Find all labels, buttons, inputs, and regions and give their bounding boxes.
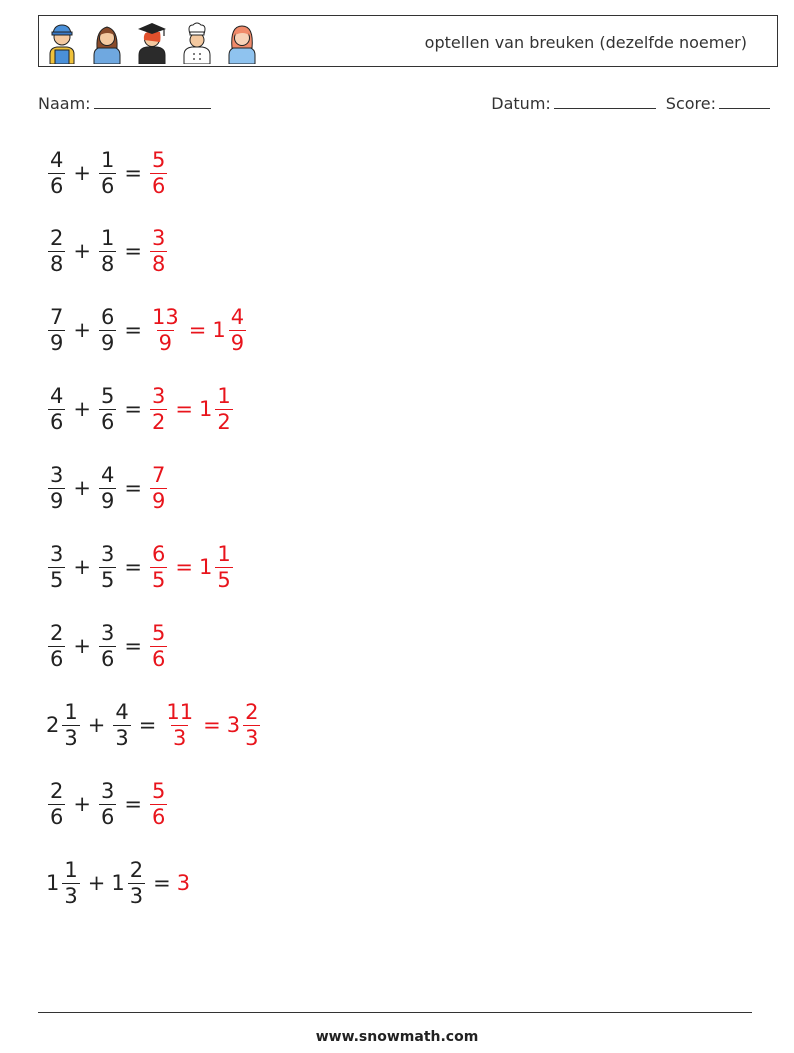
equals-sign: = bbox=[124, 239, 142, 263]
denominator: 9 bbox=[50, 330, 64, 355]
numerator: 2 bbox=[50, 620, 64, 645]
denominator: 6 bbox=[100, 646, 115, 671]
whole-part: 1 bbox=[46, 871, 60, 895]
plus-sign: + bbox=[73, 239, 91, 263]
footer-url: www.snowmath.com bbox=[315, 1029, 479, 1045]
numerator: 1 bbox=[217, 541, 231, 566]
numerator: 3 bbox=[151, 225, 166, 250]
denominator: 5 bbox=[151, 567, 166, 592]
whole-part: 1 bbox=[111, 871, 125, 895]
numerator: 3 bbox=[100, 778, 115, 803]
numerator: 1 bbox=[64, 857, 78, 882]
numerator: 6 bbox=[151, 541, 166, 566]
numerator: 4 bbox=[230, 304, 245, 329]
denominator: 3 bbox=[64, 883, 78, 908]
fraction bbox=[99, 148, 116, 199]
fraction bbox=[150, 148, 167, 199]
numerator: 2 bbox=[129, 857, 144, 882]
problem-row bbox=[46, 697, 262, 753]
answer-equals-sign: = bbox=[188, 318, 207, 342]
fraction bbox=[113, 700, 130, 751]
worksheet-header bbox=[38, 15, 778, 67]
numerator: 4 bbox=[115, 699, 129, 724]
fraction bbox=[229, 305, 246, 356]
denominator: 6 bbox=[151, 173, 166, 198]
denominator: 2 bbox=[151, 409, 166, 434]
denominator: 6 bbox=[151, 646, 166, 671]
problem-row bbox=[46, 855, 191, 911]
numerator: 2 bbox=[50, 778, 64, 803]
fraction bbox=[150, 542, 167, 593]
addend-2 bbox=[97, 305, 118, 356]
answer-mixed bbox=[212, 305, 248, 356]
denominator: 8 bbox=[100, 251, 115, 276]
plus-sign: + bbox=[73, 161, 91, 185]
fraction bbox=[99, 384, 116, 435]
denominator: 5 bbox=[50, 567, 64, 592]
equals-sign: = bbox=[153, 871, 171, 895]
numerator: 5 bbox=[151, 778, 166, 803]
equals-sign: = bbox=[124, 161, 142, 185]
numerator: 3 bbox=[151, 383, 166, 408]
whole-part: 3 bbox=[226, 713, 241, 737]
fraction bbox=[48, 463, 65, 514]
avatar-row bbox=[45, 20, 259, 64]
problem-row bbox=[46, 539, 235, 595]
nurse-avatar-icon bbox=[90, 20, 124, 64]
numerator: 4 bbox=[100, 462, 115, 487]
numerator: 1 bbox=[64, 699, 78, 724]
doctor-avatar-icon bbox=[225, 20, 259, 64]
name-blank[interactable] bbox=[94, 94, 211, 109]
denominator: 6 bbox=[151, 804, 166, 829]
fraction bbox=[150, 226, 167, 277]
denominator: 6 bbox=[50, 409, 64, 434]
problem-row bbox=[46, 776, 169, 832]
whole-part: 1 bbox=[212, 318, 226, 342]
addend-1 bbox=[46, 700, 82, 751]
plus-sign: + bbox=[73, 476, 91, 500]
denominator: 3 bbox=[173, 725, 187, 750]
answer bbox=[148, 542, 169, 593]
denominator: 9 bbox=[230, 330, 245, 355]
whole-part: 1 bbox=[198, 397, 213, 421]
date-blank[interactable] bbox=[554, 94, 656, 109]
addend-2 bbox=[97, 542, 118, 593]
numerator: 6 bbox=[100, 304, 115, 329]
addend-1 bbox=[46, 779, 67, 830]
denominator: 8 bbox=[151, 251, 166, 276]
plus-sign: + bbox=[73, 792, 91, 816]
whole-part: 1 bbox=[198, 555, 213, 579]
denominator: 6 bbox=[50, 173, 64, 198]
fraction bbox=[150, 779, 167, 830]
graduate-avatar-icon bbox=[135, 20, 169, 64]
equals-sign: = bbox=[124, 318, 142, 342]
answer bbox=[162, 700, 197, 751]
denominator: 9 bbox=[50, 488, 64, 513]
fraction bbox=[62, 700, 79, 751]
answer bbox=[177, 871, 191, 895]
addend-2 bbox=[97, 463, 118, 514]
answer-equals-sign: = bbox=[203, 713, 221, 737]
fraction bbox=[48, 226, 65, 277]
problem-row bbox=[46, 302, 248, 358]
numerator: 1 bbox=[100, 225, 115, 250]
answer bbox=[148, 463, 169, 514]
denominator: 6 bbox=[100, 409, 115, 434]
fraction bbox=[99, 226, 116, 277]
addend-2 bbox=[111, 700, 132, 751]
equals-sign: = bbox=[138, 713, 157, 737]
numerator: 3 bbox=[50, 541, 64, 566]
whole-part: 2 bbox=[46, 713, 60, 737]
equals-sign: = bbox=[124, 397, 142, 421]
addend-1 bbox=[46, 226, 67, 277]
equals-sign: = bbox=[124, 476, 142, 500]
addend-1 bbox=[46, 858, 82, 909]
addend-2 bbox=[97, 226, 118, 277]
fraction bbox=[48, 384, 65, 435]
name-label: Naam: bbox=[38, 94, 91, 113]
fraction bbox=[48, 542, 65, 593]
date-score-fields bbox=[491, 94, 770, 113]
fraction bbox=[150, 621, 167, 672]
plus-sign: + bbox=[73, 318, 91, 342]
plus-sign: + bbox=[73, 397, 91, 421]
name-field bbox=[38, 94, 211, 113]
answer-mixed bbox=[199, 542, 235, 593]
fraction bbox=[150, 305, 181, 356]
answer-equals-sign: = bbox=[175, 397, 193, 421]
numerator: 4 bbox=[50, 147, 64, 172]
worksheet-title: optellen van breuken (dezelfde noemer) bbox=[424, 33, 747, 52]
fraction bbox=[164, 700, 195, 751]
equals-sign: = bbox=[124, 634, 142, 658]
denominator: 3 bbox=[129, 883, 144, 908]
fraction bbox=[150, 463, 167, 514]
denominator: 9 bbox=[100, 330, 115, 355]
denominator: 2 bbox=[217, 409, 231, 434]
denominator: 5 bbox=[100, 567, 115, 592]
numerator: 4 bbox=[50, 383, 64, 408]
fraction bbox=[128, 858, 145, 909]
plus-sign: + bbox=[73, 555, 91, 579]
plus-sign: + bbox=[87, 713, 106, 737]
answer-mixed bbox=[227, 700, 263, 751]
denominator: 3 bbox=[115, 725, 129, 750]
numerator: 2 bbox=[245, 699, 259, 724]
addend-2 bbox=[97, 148, 118, 199]
fraction bbox=[215, 542, 232, 593]
score-label: Score: bbox=[665, 94, 716, 113]
answer-mixed bbox=[199, 384, 235, 435]
fraction bbox=[48, 305, 65, 356]
problem-row bbox=[46, 381, 235, 437]
addend-1 bbox=[46, 463, 67, 514]
fraction bbox=[243, 700, 260, 751]
worker-avatar-icon bbox=[45, 20, 79, 64]
addend-1 bbox=[46, 148, 67, 199]
answer bbox=[148, 148, 169, 199]
denominator: 6 bbox=[50, 646, 64, 671]
plus-sign: + bbox=[73, 634, 91, 658]
fraction bbox=[99, 305, 116, 356]
problem-row bbox=[46, 145, 169, 201]
fraction bbox=[48, 621, 65, 672]
numerator: 3 bbox=[100, 620, 115, 645]
numerator: 1 bbox=[100, 147, 115, 172]
answer-equals-sign: = bbox=[175, 555, 193, 579]
denominator: 8 bbox=[50, 251, 64, 276]
numerator: 3 bbox=[50, 462, 64, 487]
addend-2 bbox=[111, 858, 147, 909]
equals-sign: = bbox=[124, 555, 142, 579]
addend-2 bbox=[97, 621, 118, 672]
denominator: 3 bbox=[64, 725, 78, 750]
denominator: 5 bbox=[217, 567, 231, 592]
denominator: 3 bbox=[245, 725, 259, 750]
footer-divider bbox=[38, 1012, 752, 1013]
fraction bbox=[99, 463, 116, 514]
addend-2 bbox=[97, 384, 118, 435]
answer bbox=[148, 305, 183, 356]
whole-part: 3 bbox=[176, 871, 191, 895]
numerator: 7 bbox=[151, 462, 166, 487]
fraction bbox=[62, 858, 79, 909]
problem-row bbox=[46, 618, 169, 674]
numerator: 7 bbox=[50, 304, 64, 329]
problem-row bbox=[46, 460, 169, 516]
numerator: 5 bbox=[151, 147, 166, 172]
addend-1 bbox=[46, 384, 67, 435]
addend-2 bbox=[97, 779, 118, 830]
denominator: 9 bbox=[100, 488, 115, 513]
numerator: 13 bbox=[151, 304, 179, 329]
numerator: 5 bbox=[151, 620, 166, 645]
problem-row bbox=[46, 223, 169, 279]
answer bbox=[148, 384, 169, 435]
numerator: 3 bbox=[100, 541, 115, 566]
fraction bbox=[48, 148, 65, 199]
fraction bbox=[150, 384, 167, 435]
fraction bbox=[215, 384, 232, 435]
denominator: 9 bbox=[158, 330, 173, 355]
fraction bbox=[48, 779, 65, 830]
numerator: 11 bbox=[166, 699, 194, 724]
answer bbox=[148, 621, 169, 672]
fraction bbox=[99, 621, 116, 672]
date-label: Datum: bbox=[491, 94, 551, 113]
score-blank[interactable] bbox=[719, 94, 770, 109]
denominator: 6 bbox=[100, 804, 115, 829]
addend-1 bbox=[46, 542, 67, 593]
fraction bbox=[99, 542, 116, 593]
numerator: 5 bbox=[100, 383, 115, 408]
addend-1 bbox=[46, 305, 67, 356]
answer bbox=[148, 226, 169, 277]
numerator: 2 bbox=[50, 225, 64, 250]
plus-sign: + bbox=[87, 871, 106, 895]
chef-avatar-icon bbox=[180, 20, 214, 64]
answer bbox=[148, 779, 169, 830]
fraction bbox=[99, 779, 116, 830]
equals-sign: = bbox=[124, 792, 142, 816]
addend-1 bbox=[46, 621, 67, 672]
denominator: 6 bbox=[100, 173, 115, 198]
numerator: 1 bbox=[217, 383, 231, 408]
denominator: 9 bbox=[151, 488, 166, 513]
denominator: 6 bbox=[50, 804, 64, 829]
